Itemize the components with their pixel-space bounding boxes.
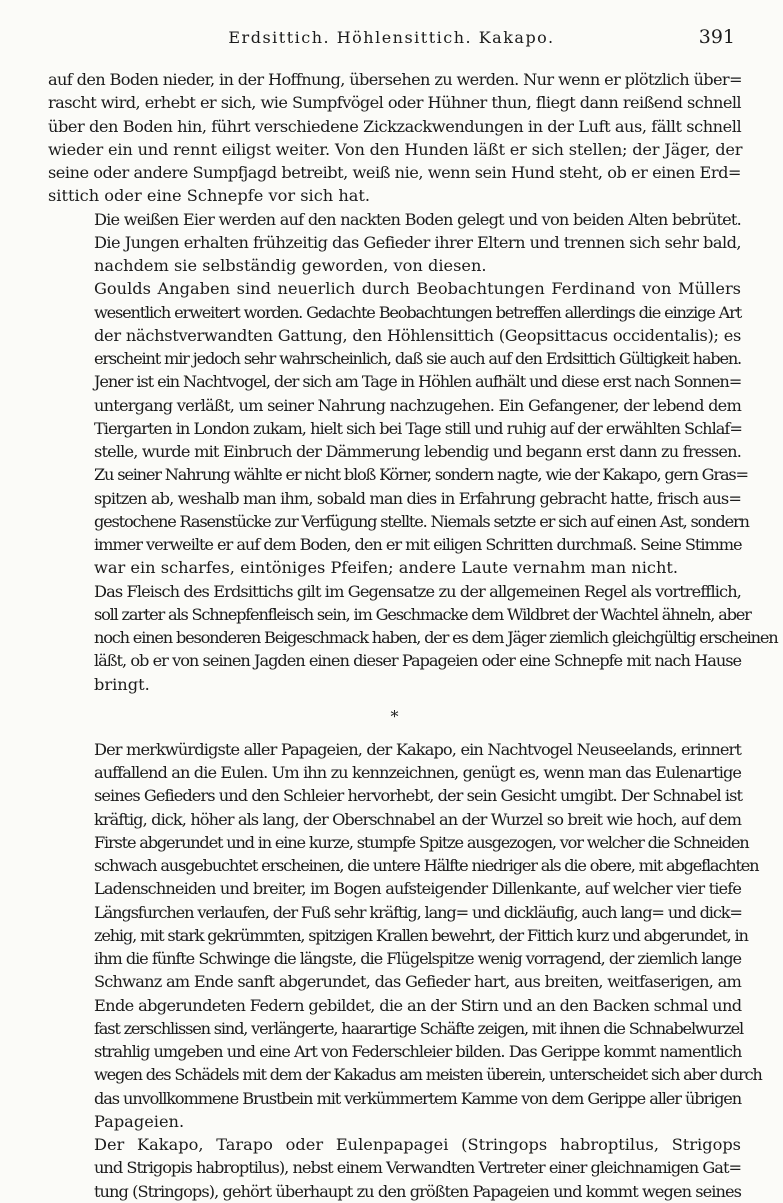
text-line: gestochene Rasenstücke zur Verfügung stellte. Niemals setzte er sich auf einen Ast, sondern	[94, 511, 749, 531]
text-line: kräftig, dick, höher als lang, der Oberschnabel an der Wurzel so breit wie hoch, auf dem	[94, 809, 741, 829]
text-line: Der merkwürdigste aller Papageien, der Kakapo, ein Nachtvogel Neuseelands, erinnert	[94, 739, 741, 759]
text-line: nachdem sie selbständig geworden, von diesen.	[94, 256, 487, 275]
text-line: fast zerschlissen sind, verlängerte, haarartige Schäfte zeigen, mit ihnen die Schnabelwurzel	[94, 1018, 744, 1038]
text-line: läßt, ob er von seinen Jagden einen dieser Papageien oder eine Schnepfe mit nach Hause	[94, 651, 741, 671]
paragraph	[48, 738, 762, 1133]
text-line: schwach ausgebuchtet erscheinen, die untere Hälfte niedriger als die obere, mit abgeflachten	[94, 856, 759, 875]
text-line: stelle, wurde mit Einbruch der Dämmerung lebendig und begann erst dann zu fressen.	[94, 442, 741, 461]
text-line: war ein scharfes, eintöniges Pfeifen; andere Laute vernahm man nicht.	[94, 558, 679, 578]
text-line: der nächstverwandten Gattung, den Höhlensittich (Geopsittacus occidentalis); es	[94, 325, 741, 345]
paragraph-group-top	[48, 68, 778, 696]
text-line: Längsfurchen verlaufen, der Fuß sehr kräftig, lang= und dickläufig, auch lang= und dick=	[94, 902, 742, 922]
paragraph	[48, 277, 749, 579]
text-line: Zu seiner Nahrung wählte er nicht bloß Körner, sondern nagte, wie der Kakapo, gern Gras=	[94, 465, 748, 485]
text-line: wesentlich erweitert worden. Gedachte Beobachtungen betreffen allerdings die einzige Art	[94, 302, 741, 322]
text-line: zehig, mit stark gekrümmten, spitzigen Krallen bewehrt, der Fittich kurz und abgerundet, in	[94, 925, 748, 945]
text-line: Ende abgerundeten Federn gebildet, die an der Stirn und an den Backen schmal und	[94, 995, 742, 1015]
text-line: Schwanz am Ende sanft abgerundet, das Gefieder hart, aus breiten, weitfaserigen, am	[94, 972, 741, 992]
text-line: untergang verläßt, um seiner Nahrung nachzugehen. Ein Gefangener, der lebend dem	[94, 395, 741, 415]
text-line: bringt.	[94, 674, 150, 694]
text-line: Firste abgerundet und in eine kurze, stumpfe Spitze ausgezogen, vor welcher die Schneiden	[94, 832, 749, 852]
text-line: immer verweilte er auf dem Boden, den er mit eiligen Schritten durchmaß. Seine Stimme	[94, 535, 742, 554]
running-title: Erdsittich. Höhlensittich. Kakapo.	[228, 28, 555, 47]
text-line: Der Kakapo, Tarapo oder Eulenpapagei (Stringops habroptilus, Strigops	[94, 1135, 741, 1154]
text-line: Die Jungen erhalten frühzeitig das Gefieder ihrer Eltern und trennen sich sehr bald,	[94, 232, 741, 252]
text-line: rascht wird, erhebt er sich, wie Sumpfvögel oder Hühner thun, fliegt dann reißend schnell	[48, 93, 741, 113]
text-line: über den Boden hin, führt verschiedene Zickzackwendungen in der Luft aus, fällt schnell	[48, 116, 742, 136]
paragraph	[48, 580, 778, 696]
body-text	[48, 68, 778, 1203]
section-separator: *	[390, 706, 399, 726]
text-line: sittich oder eine Schnepfe vor sich hat.	[48, 186, 371, 206]
text-line: wieder ein und rennt eiligst weiter. Von den Hunden läßt er sich stellen; der Jäger, der	[48, 139, 743, 159]
text-line: wegen des Schädels mit dem der Kakadus am meisten überein, unterscheidet sich aber durch	[94, 1065, 762, 1085]
text-line: Das Fleisch des Erdsittichs gilt im Gegensatze zu der allgemeinen Regel als vortrefflich,	[94, 581, 741, 601]
text-line: erscheint mir jedoch sehr wahrscheinlich, daß sie auch auf den Erdsittich Gültigkeit haben.	[94, 349, 741, 368]
text-line: auf den Boden nieder, in der Hoffnung, übersehen zu werden. Nur wenn er plötzlich über=	[48, 70, 742, 89]
paragraph-group-bottom	[48, 738, 762, 1203]
text-line: und Strigopis habroptilus), nebst einem Verwandten Vertreter einer gleichnamigen Gat=	[94, 1158, 742, 1178]
text-line: soll zarter als Schnepfenfleisch sein, im Geschmacke dem Wildbret der Wachtel ähneln, aber	[94, 604, 751, 624]
text-line: spitzen ab, weshalb man ihm, sobald man dies in Erfahrung gebracht hatte, frisch aus=	[94, 488, 741, 508]
text-line: Tiergarten in London zukam, hielt sich bei Tage still und ruhig auf der erwählten Schlaf=	[94, 418, 742, 438]
text-line: Jener ist ein Nachtvogel, der sich am Tage in Höhlen aufhält und diese erst nach Sonnen=	[94, 372, 742, 392]
text-line: Die weißen Eier werden auf den nackten Boden gelegt und von beiden Alten bebrütet.	[94, 209, 741, 229]
paragraph	[48, 208, 741, 278]
text-line: ihm die fünfte Schwinge die längste, die Flügelspitze wenig vorragend, der ziemlich lange	[94, 949, 741, 968]
text-line: Papageien.	[94, 1111, 185, 1131]
paragraph	[48, 68, 741, 208]
text-line: auffallend an die Eulen. Um ihn zu kennzeichnen, genügt es, wenn man das Eulenartige	[94, 763, 741, 782]
text-line: strahlig umgeben und eine Art von Federschleier bilden. Das Gerippe kommt namentlich	[94, 1042, 742, 1061]
text-line: das unvollkommene Brustbein mit verkümmertem Kamme von dem Gerippe aller übrigen	[94, 1088, 741, 1108]
paragraph	[48, 1133, 741, 1203]
text-line: seines Gefieders und den Schleier hervorhebt, der sein Gesicht umgibt. Der Schnabel ist	[94, 786, 743, 806]
text-line: Ladenschneiden und breiter, im Bogen aufsteigender Dillenkante, auf welcher vier tiefe	[94, 879, 741, 899]
running-head	[0, 28, 783, 58]
text-line: seine oder andere Sumpfjagd betreibt, weiß nie, wenn sein Hund steht, ob er einen Erd=	[48, 163, 741, 182]
text-line: Goulds Angaben sind neuerlich durch Beobachtungen Ferdinand von Müllers	[94, 279, 741, 299]
page-number: 391	[698, 26, 735, 48]
text-line: noch einen besonderen Beigeschmack haben, der es dem Jäger ziemlich gleichgültig erscheinen	[94, 628, 778, 647]
text-line: tung (Stringops), gehört überhaupt zu den größten Papageien und kommt wegen seines	[94, 1181, 741, 1201]
